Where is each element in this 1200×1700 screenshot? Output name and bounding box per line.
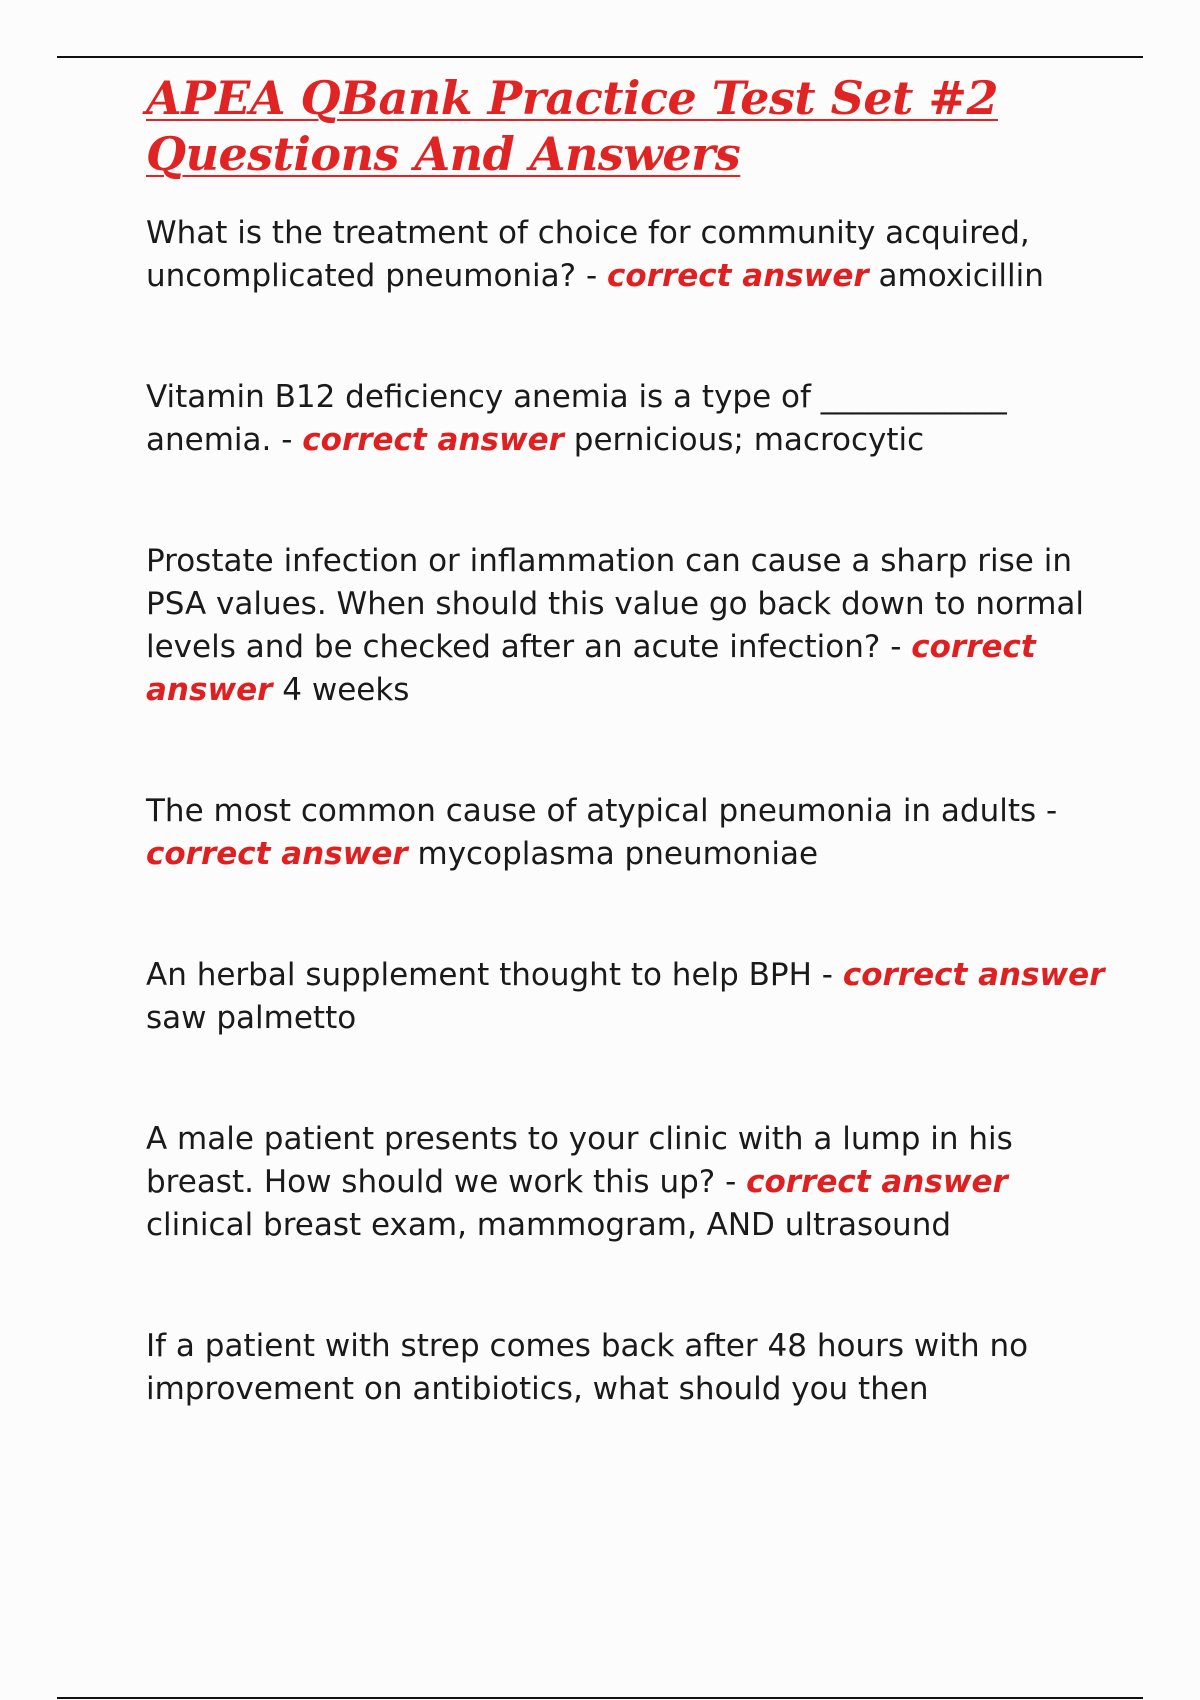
correct-answer-label: correct answer [146,629,1036,708]
answer-text: pernicious; macrocytic [573,422,925,458]
qa-item [146,1325,1106,1411]
question-text: An herbal supplement thought to help BPH - [146,957,833,993]
qa-item [146,1118,1106,1247]
question-text: Prostate infection or inflammation can cause a sharp rise in PSA values. When should this value go back down to normal levels and be checked after an acute infection? - [146,543,1085,665]
correct-answer-label: correct answer [607,258,869,294]
top-rule [57,56,1143,58]
correct-answer-label: correct answer [302,422,564,458]
document-content [146,70,1106,1489]
correct-answer-label: correct answer [746,1164,1008,1200]
qa-item [146,376,1106,462]
correct-answer-label: correct answer [146,836,408,872]
bottom-rule [57,1697,1143,1699]
qa-list [146,212,1106,1411]
question-text: If a patient with strep comes back after 48 hours with no improvement on antibiotics, what should you then [146,1328,1029,1407]
qa-item [146,540,1106,712]
qa-item [146,954,1106,1040]
answer-text: amoxicillin [878,258,1044,294]
answer-text: saw palmetto [146,1000,357,1036]
question-text: Vitamin B12 deficiency anemia is a type of ____________ anemia. - [146,379,1007,458]
answer-text: clinical breast exam, mammogram, AND ultrasound [146,1207,952,1243]
correct-answer-label: correct answer [842,957,1105,993]
question-text: The most common cause of atypical pneumonia in adults - [146,793,1058,829]
answer-text: mycoplasma pneumoniae [417,836,819,872]
document-title: APEA QBank Practice Test Set #2 Questions And Answers [146,71,998,181]
qa-item [146,790,1106,876]
qa-item [146,212,1106,298]
question-text: What is the treatment of choice for community acquired, uncomplicated pneumonia? - [146,215,1030,294]
question-text: A male patient presents to your clinic with a lump in his breast. How should we work this up? - [146,1121,1013,1200]
answer-text: 4 weeks [282,672,410,708]
